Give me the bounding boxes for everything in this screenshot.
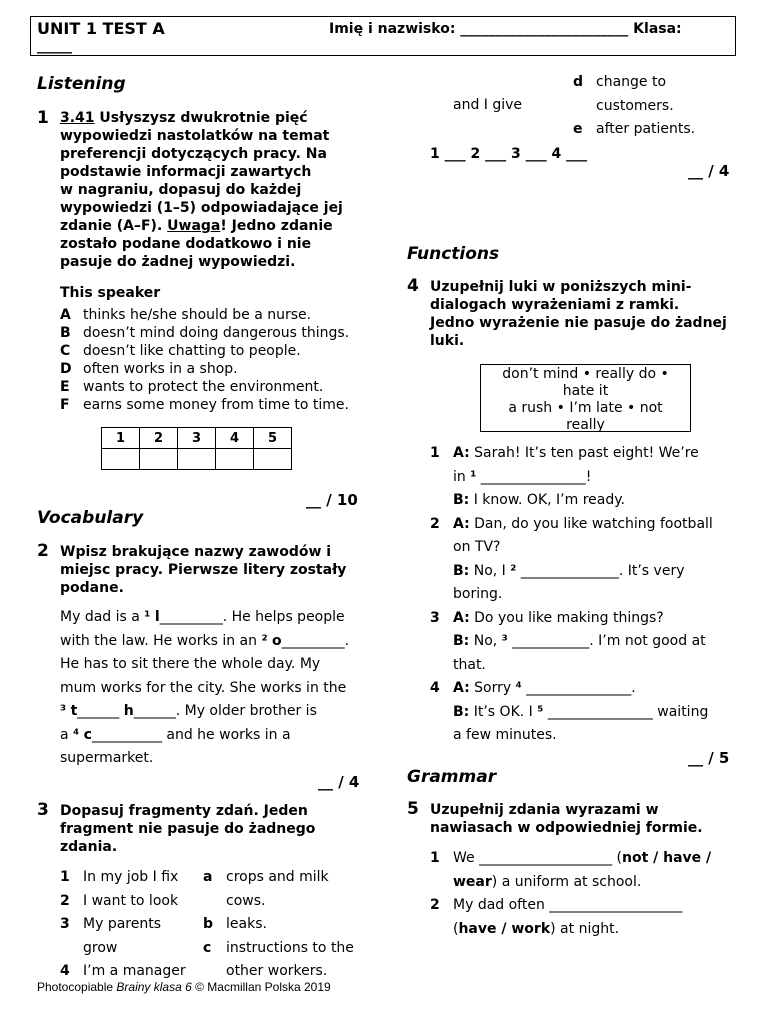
answer-cell-3[interactable] [178, 449, 216, 470]
q3-answer-line: 1 ___ 2 ___ 3 ___ 4 ___ [430, 146, 588, 162]
track-number: 3.41 [60, 110, 95, 126]
q5-instruction: Uzupełnij zdania wyrazami w nawiasach w odpowiedniej formie. [430, 802, 703, 836]
dialogue-2: 2 A: Dan, do you like watching football [430, 515, 713, 532]
q5-items: 1 We ___________________ (not / have / wear) a uniform at school. 2 My dad often ___________________ (have / work) at night. [430, 847, 750, 941]
vocabulary-heading: Vocabulary [37, 508, 144, 528]
q4-instruction: Uzupełnij luki w poniższych mini- dialogach wyrażeniami z ramki. Jedno wyrażenie nie pasuje do żadnej luki. [430, 279, 727, 349]
option-e: E wants to protect the environment. [60, 379, 324, 395]
option-d: D often works in a shop. [60, 361, 238, 377]
answer-cell-2[interactable] [140, 449, 178, 470]
dialogue-4: 4 A: Sorry ⁴ _______________. [430, 680, 636, 696]
q2-score: __ / 4 [318, 773, 360, 791]
listening-heading: Listening [37, 74, 126, 94]
q3-cont-left: and I give [453, 97, 523, 113]
q2-instruction: Wpisz brakujące nazwy zawodów i miejsc pracy. Pierwsze litery zostały podane. [60, 544, 347, 596]
dialogue-1: 1 A: Sarah! It’s ten past eight! We’re [430, 445, 699, 461]
grammar-item-1: 1 We ___________________ (not / have / [430, 850, 712, 866]
q1-stem: This speaker [60, 285, 161, 301]
expression-box: don’t mind • really do • hate it a rush • I’m late • not really [480, 364, 691, 432]
q3-cont-right: d change to customers. e after patients. [573, 74, 696, 137]
unit-title: UNIT 1 TEST A [37, 19, 165, 38]
q3-score: __ / 4 [688, 162, 730, 180]
answer-cell-1[interactable] [102, 449, 140, 470]
q3-number: 3 [37, 800, 49, 820]
q2-text: My dad is a ¹ l_________. He helps people with the law. He works in an ² o_________. He has to sit there the whole day. My mum works for the city. She works in the ³ t______ h______. My older brother is a ⁴ c__________ and he works in a supermarket. [60, 609, 350, 766]
q3-right-column: a crops and milk cows. b leaks. c instructions to the other workers. [203, 869, 354, 979]
q1-score: __ / 10 [306, 491, 358, 509]
q5-number: 5 [407, 799, 419, 819]
footer: Photocopiable Brainy klasa 6 © Macmillan Polska 2019 [37, 980, 331, 994]
dialogue-3: 3 A: Do you like making things? [430, 609, 664, 626]
name-class-label: Imię i nazwisko: ________________________ Klasa: [329, 21, 682, 37]
q1-number: 1 [37, 108, 49, 128]
grammar-item-2: 2 My dad often ___________________ [430, 897, 683, 913]
q4-score: __ / 5 [688, 749, 730, 767]
answer-cell-4[interactable] [216, 449, 254, 470]
option-a: A thinks he/she should be a nurse. [60, 307, 312, 323]
q2-number: 2 [37, 541, 49, 561]
q4-dialogues: 1 A: Sarah! It’s ten past eight! We’re in ¹ _______________! B: I know. OK, I’m ready. 2 A: Dan, do you like watching football on TV? B: No, I ² ______________. It’s very boring. 3 A: Do you like making things? B: No, ³ ___________. I’m not good at that. 4 A: Sorry ⁴ _______________. B: It’s OK. I ⁵ _______________ waiting a few minutes. [430, 442, 740, 748]
functions-heading: Functions [407, 244, 500, 264]
header-box [30, 16, 736, 56]
q3-left-column: 1 In my job I fix 2 I want to look 3 My parents grow 4 I’m a manager [60, 869, 186, 979]
grammar-heading: Grammar [407, 767, 497, 787]
q1-answer-grid: 1 2 3 4 5 [101, 427, 292, 470]
option-f: F earns some money from time to time. [60, 397, 349, 413]
q1-instruction: 3.41 Usłyszysz dwukrotnie pięć wypowiedzi nastolatków na temat preferencji dotyczących pracy. Na podstawie informacji zawartych w nagraniu, dopasuj do każdej wypowiedzi (1–5) odpowiadające jej zdanie (A–F). Uwaga! Jedno zdanie zostało podane dodatkowo i nie pasuje do żadnej wypowiedzi. [60, 110, 343, 270]
q4-number: 4 [407, 276, 419, 296]
q3-instruction: Dopasuj fragmenty zdań. Jeden fragment nie pasuje do żadnego zdania. [60, 803, 316, 855]
option-c: C doesn’t like chatting to people. [60, 343, 301, 359]
q1-options [60, 306, 370, 414]
option-b: B doesn’t mind doing dangerous things. [60, 325, 350, 341]
class-blank: _____ [37, 38, 72, 54]
answer-cell-5[interactable] [254, 449, 292, 470]
